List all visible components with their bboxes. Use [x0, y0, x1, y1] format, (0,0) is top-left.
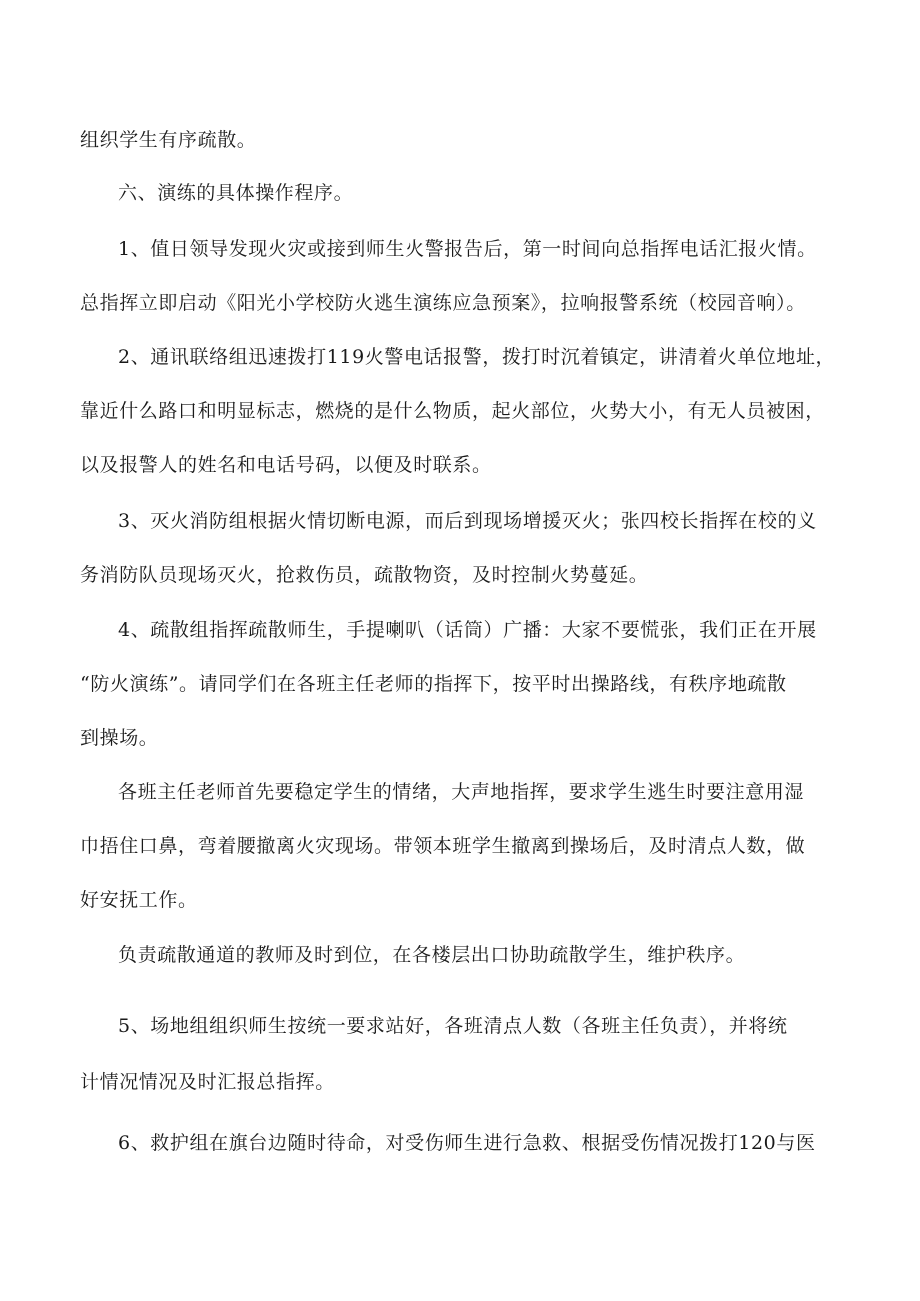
text-line: 巾捂住口鼻，弯着腰撤离火灾现场。带领本班学生撤离到操场后，及时清点人数，做	[80, 835, 806, 857]
text-line: 3、灭火消防组根据火情切断电源，而后到现场增援灭火；张四校长指挥在校的义	[118, 510, 817, 532]
text-line: 2、通讯联络组迅速拨打119火警电话报警，拨打时沉着镇定，讲清着火单位地址，	[118, 346, 836, 368]
text-line: 各班主任老师首先要稳定学生的情绪，大声地指挥，要求学生逃生时要注意用湿	[118, 781, 805, 803]
text-line: 计情况情况及时汇报总指挥。	[80, 1071, 335, 1093]
text-line: 6、救护组在旗台边随时待命，对受伤师生进行急救、根据受伤情况拨打120与医	[118, 1132, 816, 1154]
text-line: 负责疏散通道的教师及时到位，在各楼层出口协助疏散学生，维护秩序。	[118, 944, 746, 966]
text-line: 总指挥立即启动《阳光小学校防火逃生演练应急预案》，拉响报警系统（校园音响）。	[80, 292, 806, 314]
text-line: 以及报警人的姓名和电话号码，以便及时联系。	[80, 454, 492, 476]
section-heading: 六、演练的具体操作程序。	[118, 182, 354, 204]
text-line: 1、值日领导发现火灾或接到师生火警报告后，第一时间向总指挥电话汇报火情。	[118, 238, 817, 260]
text-line: 好安抚工作。	[80, 889, 198, 911]
text-line: 到操场。	[80, 727, 159, 749]
text-line: “防火演练”。请同学们在各班主任老师的指挥下，按平时出操路线，有秩序地疏散	[80, 673, 787, 695]
text-line: 5、场地组组织师生按统一要求站好，各班清点人数（各班主任负责），并将统	[118, 1015, 788, 1037]
text-line: 靠近什么路口和明显标志，燃烧的是什么物质，起火部位，火势大小，有无人员被困，	[80, 400, 825, 422]
text-line: 组织学生有序疏散。	[80, 129, 257, 151]
text-line: 务消防队员现场灭火，抢救伤员，疏散物资，及时控制火势蔓延。	[80, 564, 649, 586]
text-line: 4、疏散组指挥疏散师生，手提喇叭（话筒）广播：大家不要慌张，我们正在开展	[118, 619, 817, 641]
